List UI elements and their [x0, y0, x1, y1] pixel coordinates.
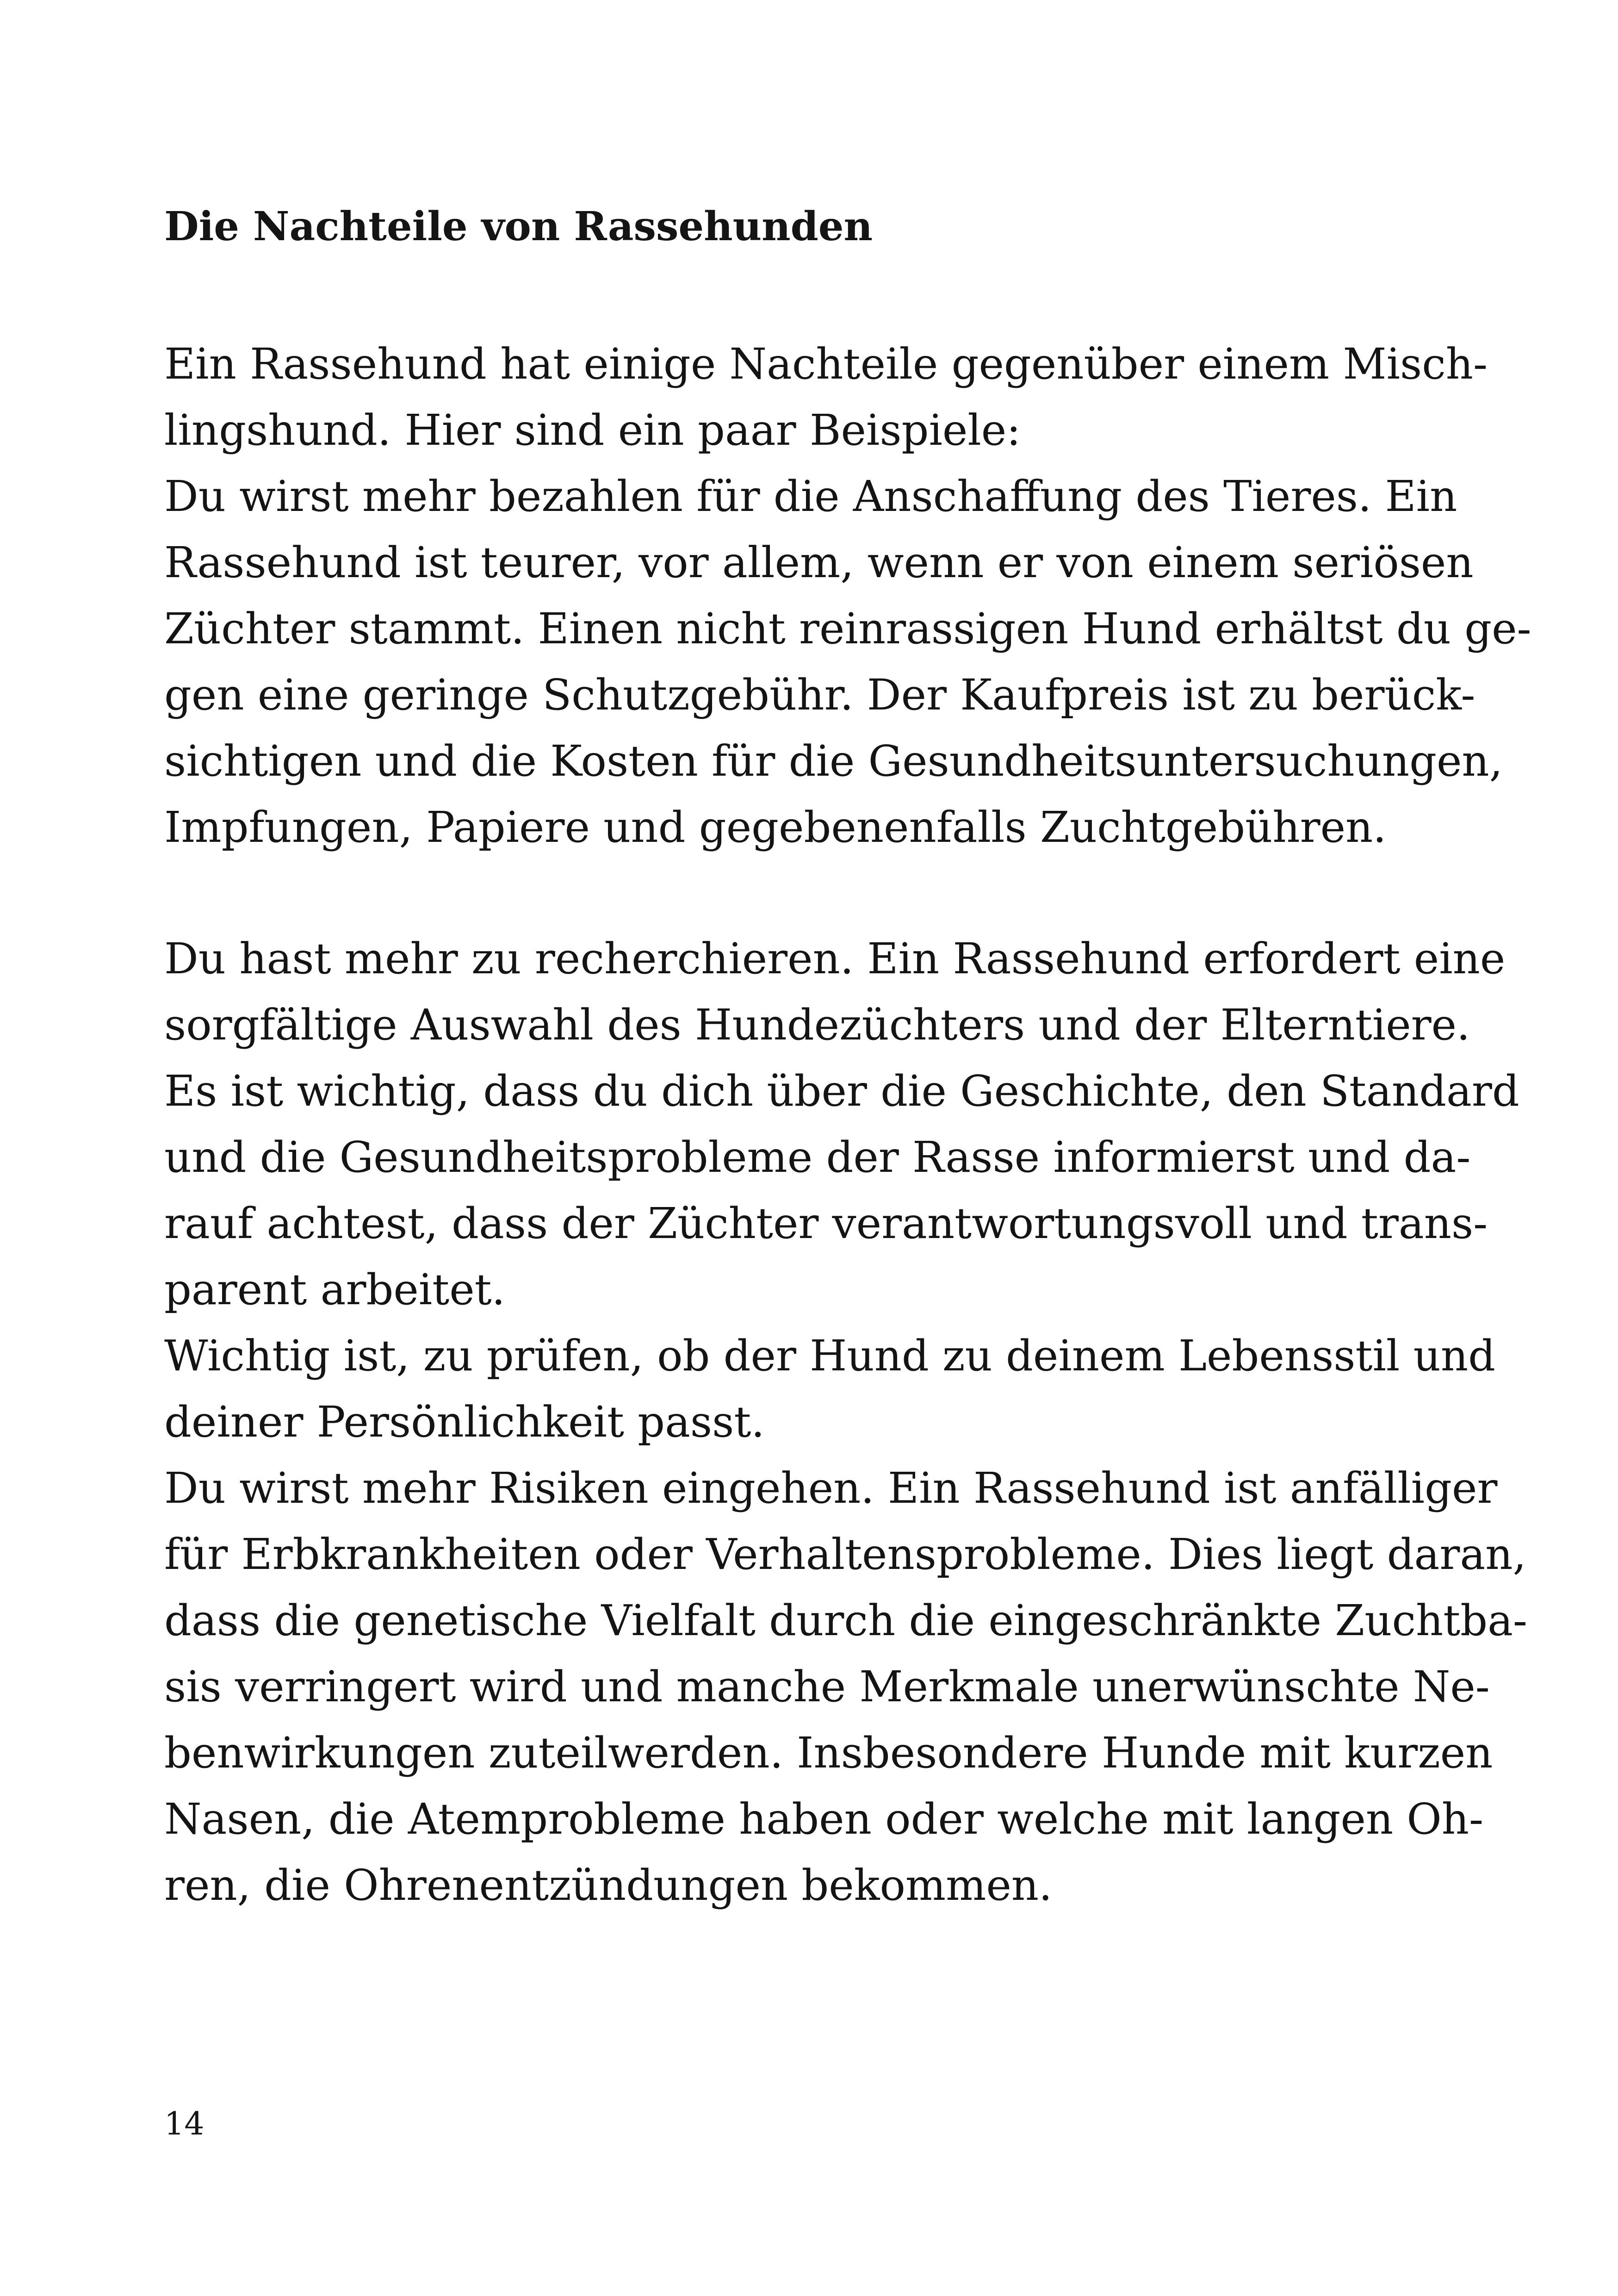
text-line: Impfungen, Papiere und gegebenenfalls Zuchtgebühren. [164, 803, 1387, 852]
text-line: und die Gesundheitsprobleme der Rasse informierst und da- [164, 1132, 1471, 1182]
text-line: sichtigen und die Kosten für die Gesundheitsuntersuchungen, [164, 736, 1503, 786]
text-line: Du wirst mehr bezahlen für die Anschaffung des Tieres. Ein [164, 472, 1457, 521]
text-line: dass die genetische Vielfalt durch die eingeschränkte Zuchtba- [164, 1596, 1528, 1645]
text-line: für Erbkrankheiten oder Verhaltensprobleme. Dies liegt daran, [164, 1530, 1526, 1579]
text-line: Du wirst mehr Risiken eingehen. Ein Rassehund ist anfälliger [164, 1463, 1498, 1513]
text-line: ren, die Ohrenentzündungen bekommen. [164, 1860, 1053, 1910]
text-line: Nasen, die Atemprobleme haben oder welche mit langen Oh- [164, 1794, 1484, 1844]
text-line: sis verringert wird und manche Merkmale unerwünschte Ne- [164, 1662, 1490, 1711]
text-line: Es ist wichtig, dass du dich über die Geschichte, den Standard [164, 1066, 1519, 1116]
text-line: gen eine geringe Schutzgebühr. Der Kaufpreis ist zu berück- [164, 670, 1475, 720]
text-line: sorgfältige Auswahl des Hundezüchters und der Elterntiere. [164, 1000, 1470, 1050]
section-heading: Die Nachteile von Rassehunden [164, 203, 873, 250]
text-line: parent arbeitet. [164, 1265, 505, 1314]
text-line: lingshund. Hier sind ein paar Beispiele: [164, 405, 1021, 455]
text-line: deiner Persönlichkeit passt. [164, 1397, 765, 1447]
page-number: 14 [164, 2106, 205, 2142]
text-line: Züchter stammt. Einen nicht reinrassigen Hund erhältst du ge- [164, 604, 1531, 653]
text-line: Rassehund ist teurer, vor allem, wenn er von einem seriösen [164, 538, 1474, 587]
text-line: Wichtig ist, zu prüfen, ob der Hund zu deinem Lebensstil und [164, 1331, 1495, 1381]
text-line: Du hast mehr zu recherchieren. Ein Rassehund erfordert eine [164, 934, 1506, 983]
text-line: rauf achtest, dass der Züchter verantwortungsvoll und trans- [164, 1199, 1488, 1248]
text-line: Ein Rassehund hat einige Nachteile gegenüber einem Misch- [164, 339, 1488, 389]
text-line: benwirkungen zuteilwerden. Insbesondere Hunde mit kurzen [164, 1728, 1493, 1778]
